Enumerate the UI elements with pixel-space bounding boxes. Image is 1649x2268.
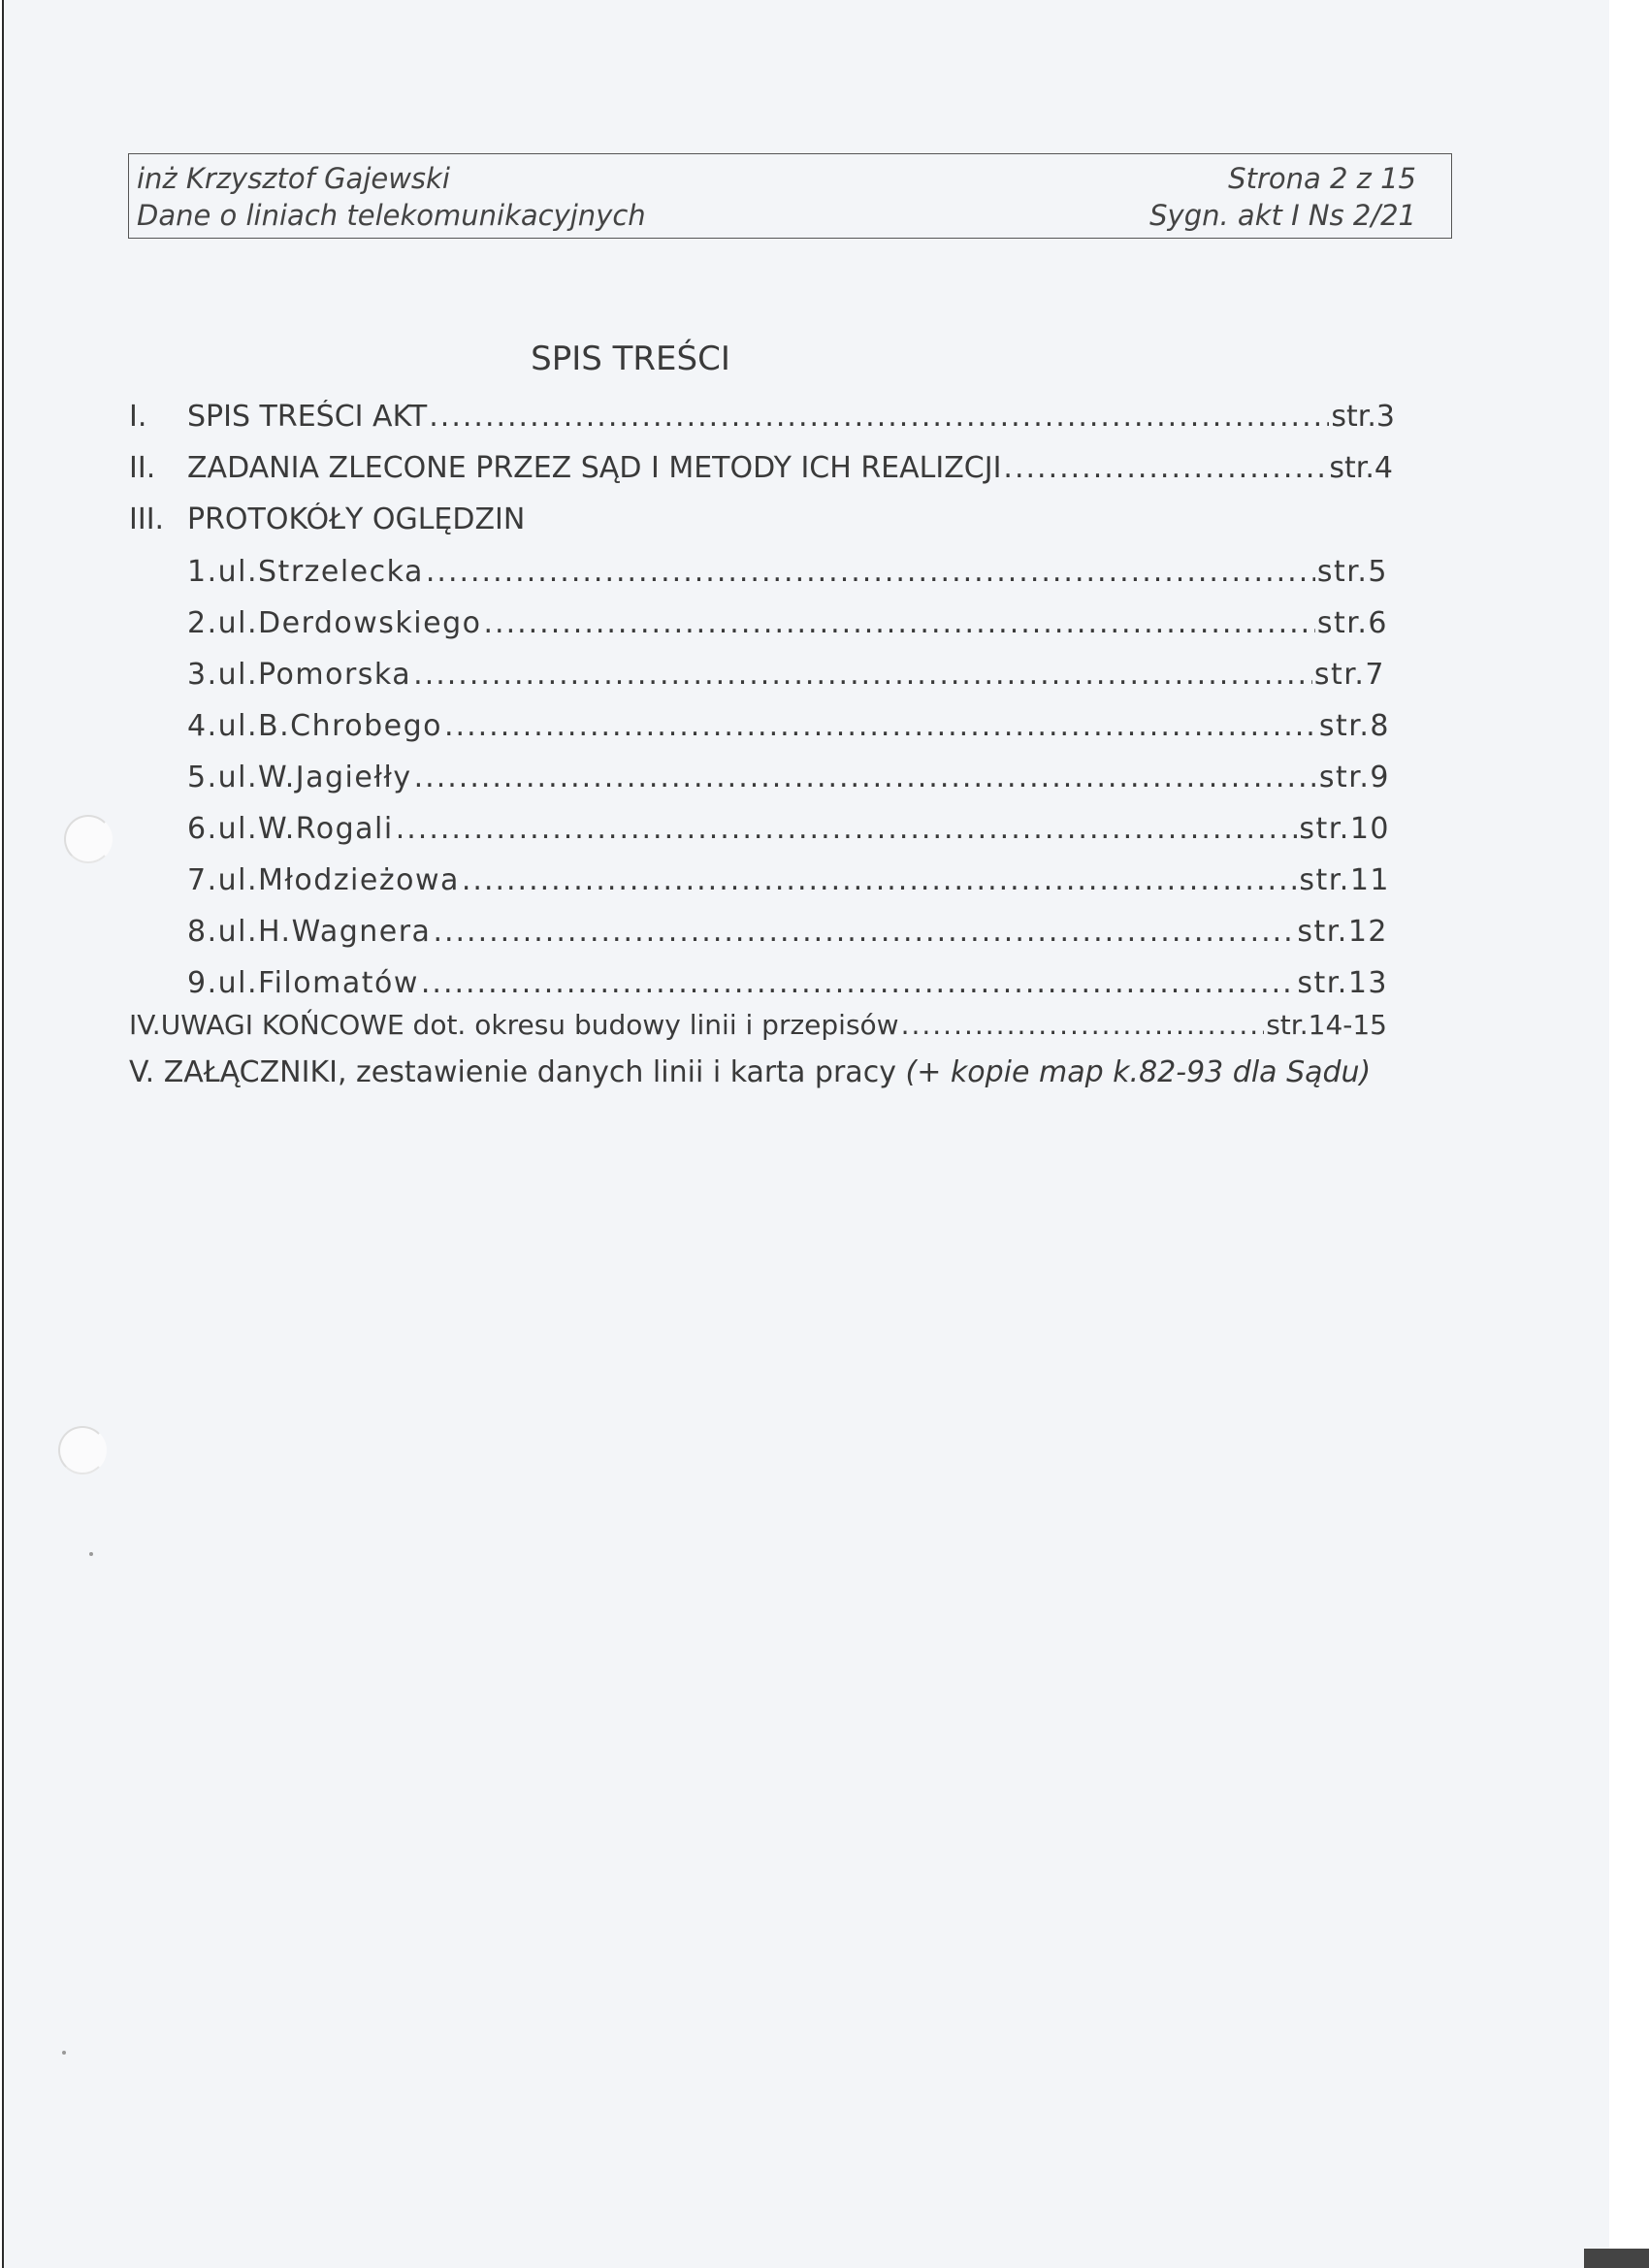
toc-entry-label: IV.UWAGI KOŃCOWE dot. okresu budowy linii i przepisów: [129, 1009, 899, 1041]
toc-leader-dots: [462, 863, 1297, 897]
toc-entry-label: ZADANIA ZLECONE PRZEZ SĄD I METODY ICH REALIZCJI: [187, 451, 1002, 485]
toc-subentry-label: 4.ul.B.Chrobego: [187, 709, 443, 743]
toc-entry: [129, 502, 525, 536]
scan-corner-mark: [1584, 2249, 1649, 2268]
scan-speck: [89, 1552, 93, 1556]
header-author: inż Krzysztof Gajewski: [137, 162, 450, 195]
toc-leader-dots: [421, 966, 1295, 1000]
toc-subentry: [187, 915, 1388, 949]
toc-entry: [129, 451, 1393, 485]
toc-entry-number: III.: [129, 502, 165, 536]
toc-subentry-page: str.12: [1297, 915, 1388, 949]
toc-subentry: [187, 658, 1385, 692]
toc-title-text: SPIS TREŚCI: [531, 340, 730, 378]
toc-subentry: [187, 812, 1390, 846]
toc-subentry: [187, 863, 1390, 897]
header-case-reference: Sygn. akt I Ns 2/21: [1149, 199, 1416, 232]
header-subject: Dane o liniach telekomunikacyjnych: [137, 199, 646, 232]
toc-subentry-label: 5.ul.W.Jagiełły: [187, 761, 412, 794]
toc-subentry: [187, 966, 1388, 1000]
toc-entry-note: (+ kopie map k.82-93 dla Sądu): [905, 1055, 1372, 1089]
toc-entry-page: str.14-15: [1266, 1009, 1387, 1041]
toc-entry-number: II.: [129, 451, 156, 485]
toc-entry-page: str.3: [1331, 400, 1395, 434]
toc-subentry-page: str.11: [1299, 863, 1390, 897]
toc-leader-dots: [426, 555, 1315, 589]
toc-subentry-page: str.10: [1299, 812, 1390, 846]
toc-subentry-label: 7.ul.Młodzieżowa: [187, 863, 460, 897]
toc-leader-dots: [484, 606, 1315, 640]
toc-subentry-page: str.8: [1318, 709, 1390, 743]
toc-entry-number: I.: [129, 400, 147, 434]
toc-subentry-page: str.6: [1316, 606, 1388, 640]
toc-entry: [129, 400, 1395, 434]
toc-leader-dots: [444, 709, 1317, 743]
toc-leader-dots: [901, 1009, 1265, 1041]
toc-subentry-label: 2.ul.Derdowskiego: [187, 606, 482, 640]
toc-subentry-label: 6.ul.W.Rogali: [187, 812, 394, 846]
toc-subentry-label: 1.ul.Strzelecka: [187, 555, 424, 589]
toc-subentry-page: str.5: [1316, 555, 1388, 589]
header-page-number: Strona 2 z 15: [1228, 162, 1416, 195]
toc-subentry-page: str.9: [1318, 761, 1390, 794]
toc-entry-page: str.4: [1329, 451, 1393, 485]
toc-subentry-label: 3.ul.Pomorska: [187, 658, 412, 692]
toc-entry-label: PROTOKÓŁY OGLĘDZIN: [187, 502, 526, 536]
toc-title: [0, 340, 1261, 378]
toc-subentry-label: 8.ul.H.Wagnera: [187, 915, 432, 949]
punch-hole: [64, 815, 113, 863]
toc-leader-dots: [429, 400, 1329, 434]
toc-subentry: [187, 555, 1388, 589]
toc-leader-dots: [1003, 451, 1327, 485]
toc-subentry-page: str.7: [1313, 658, 1385, 692]
toc-entry: [129, 1009, 1387, 1041]
toc-leader-dots: [413, 658, 1312, 692]
punch-hole: [58, 1426, 107, 1474]
toc-leader-dots: [433, 915, 1295, 949]
scan-speck: [62, 2051, 66, 2055]
toc-subentry-page: str.13: [1297, 966, 1388, 1000]
document-header: [128, 153, 1452, 239]
toc-entry-label: SPIS TREŚCI AKT: [187, 400, 428, 434]
toc-leader-dots: [396, 812, 1298, 846]
scan-margin: [1609, 0, 1649, 2268]
toc-subentry: [187, 709, 1390, 743]
toc-entry-label: V. ZAŁĄCZNIKI, zestawienie danych linii i karta pracy: [129, 1055, 896, 1089]
toc-entry: [129, 1055, 1371, 1089]
toc-subentry: [187, 606, 1388, 640]
toc-subentry-label: 9.ul.Filomatów: [187, 966, 419, 1000]
toc-leader-dots: [414, 761, 1317, 794]
toc-subentry: [187, 761, 1390, 794]
